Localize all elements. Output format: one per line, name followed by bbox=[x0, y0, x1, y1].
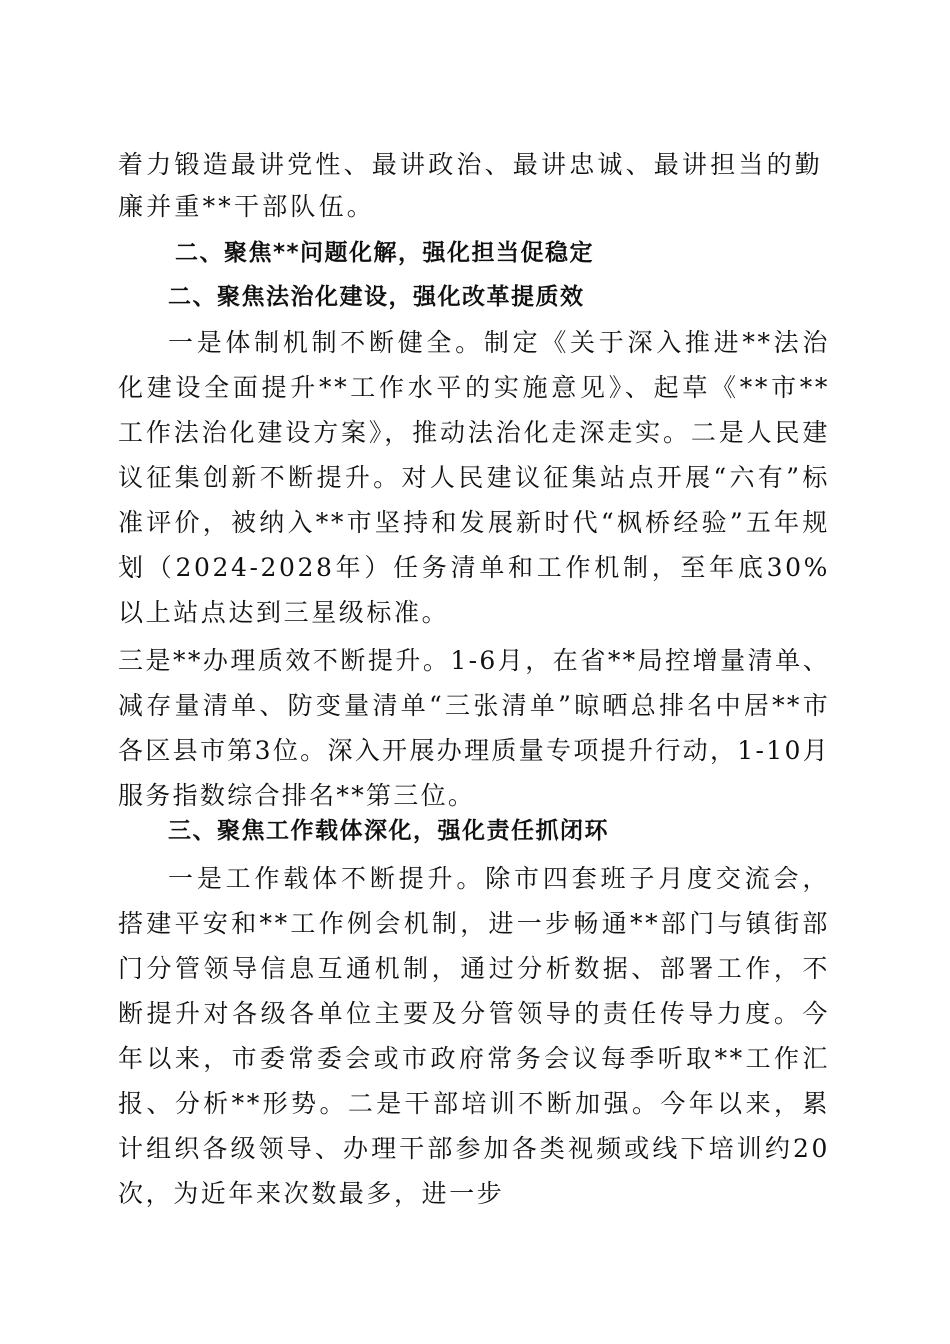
paragraph-work-carrier: 一是工作载体不断提升。除市四套班子月度交流会，搭建平安和**工作例会机制，进一步畅通**部门与镇街部门分管领导信息互通机制，通过分析数据、部署工作，不断提升对各级各单位主要及分管领导的责任传导力度。今年以来，市委常委会或市政府常务会议每季听取**工作汇报、分析**形势。二是干部培训不断加强。今年以来，累计组织各级领导、办理干部参加各类视频或线下培训约20次，为近年来次数最多，进一步 bbox=[118, 864, 830, 1208]
paragraph-handling-quality: 三是**办理质效不断提升。1-6月，在省**局控增量清单、减存量清单、防变量清单“三张清单”晾晒总排名中居**市各区县市第3位。深入开展办理质量专项提升行动，1-10月服务指数综合排名**第三位。 bbox=[118, 646, 830, 810]
section-heading-problem-resolution: 二、聚焦**问题化解，强化担当促稳定 bbox=[175, 240, 595, 266]
paragraph-intro: 着力锻造最讲党性、最讲政治、最讲忠诚、最讲担当的勤廉并重**干部队伍。 bbox=[118, 150, 824, 221]
section-heading-work-carrier: 三、聚焦工作载体深化，强化责任抓闭环 bbox=[168, 818, 609, 844]
section-heading-rule-of-law: 二、聚焦法治化建设，强化改革提质效 bbox=[168, 284, 585, 310]
paragraph-rule-of-law: 一是体制机制不断健全。制定《关于深入推进**法治化建设全面提升**工作水平的实施意见》、起草《**市**工作法治化建设方案》，推动法治化走深走实。二是人民建议征集创新不断提升。对人民建议征集站点开展“六有”标准评价，被纳入**市坚持和发展新时代“枫桥经验”五年规划（2024-2028年）任务清单和工作机制，至年底30%以上站点达到三星级标准。 bbox=[118, 328, 830, 627]
